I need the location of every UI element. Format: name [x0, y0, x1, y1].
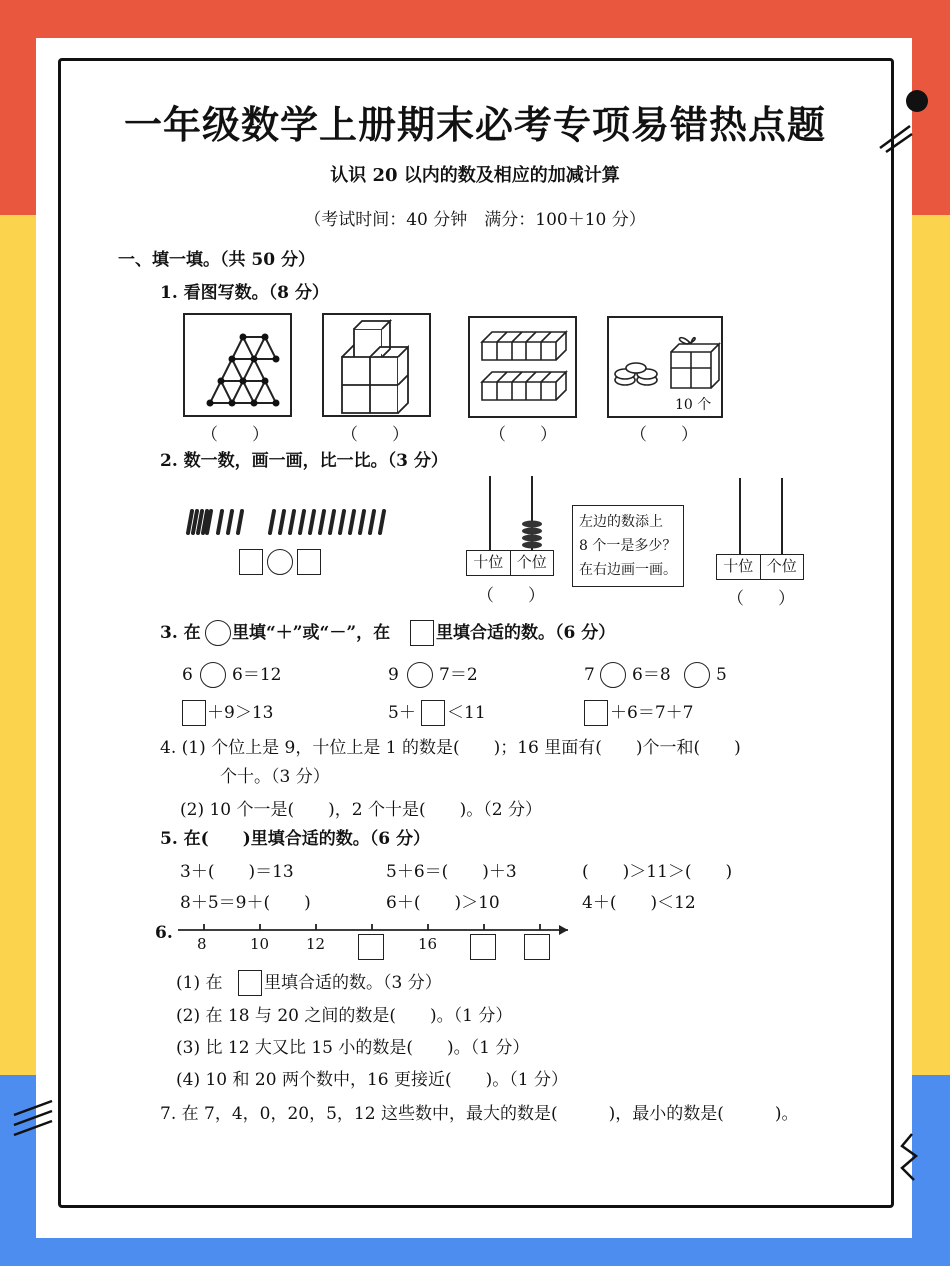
operator-circle[interactable]: [407, 662, 433, 688]
q3-r2c2-right: ＜11: [447, 703, 486, 723]
q1-gift-image: [607, 316, 723, 418]
q3-r1c1-left: 6: [182, 665, 193, 685]
tens-place-label: 十位: [717, 555, 761, 579]
wave-decoration-icon: [896, 1130, 926, 1190]
q3-label-middle: 里填“＋”或“－”，在: [232, 623, 391, 643]
q3-label-box: [410, 620, 434, 646]
q5-label: 5. 在( )里填合适的数。（6 分）: [160, 829, 430, 849]
ones-place-label: 个位: [766, 557, 797, 575]
q2-answer-blank[interactable]: （ ）: [727, 589, 795, 609]
operator-circle[interactable]: [684, 662, 710, 688]
q3-r1c3-left: 7: [584, 665, 595, 685]
q5-r2c2: 6＋( )＞10: [386, 893, 500, 913]
tick-label: 8: [197, 935, 207, 953]
tens-place-label: 十位: [467, 551, 511, 575]
q5-r1c3: ( )＞11＞( ): [582, 862, 733, 882]
q6-sub2: (2) 在 18 与 20 之间的数是( )。（1 分）: [176, 1006, 513, 1026]
operator-circle[interactable]: [200, 662, 226, 688]
q1-answer-blank[interactable]: （ ）: [341, 425, 409, 445]
q6-sub4: (4) 10 和 20 两个数中，16 更接近( )。（1 分）: [176, 1070, 568, 1090]
gift-count-label: 10 个: [675, 397, 712, 413]
q2-label: 2. 数一数，画一画，比一比。（3 分）: [160, 451, 448, 471]
abacus-rod-tens: [489, 476, 491, 550]
q6-label: 6.: [155, 923, 173, 943]
q6-sub1-box: [238, 970, 262, 996]
q5-r2c3: 4＋( )＜12: [582, 893, 696, 913]
q6-sub3: (3) 比 12 大又比 15 小的数是( )。（1 分）: [176, 1038, 530, 1058]
q6-sub1-start: (1) 在: [176, 973, 223, 993]
q4-line1: 4. (1) 个位上是 9，十位上是 1 的数是( )；16 里面有( )个一和( ): [160, 738, 741, 758]
q1-dots-triangles-image: [183, 313, 292, 417]
q1-label: 1. 看图写数。（8 分）: [160, 283, 329, 303]
page-title: 一年级数学上册期末必考专项易错热点题: [123, 103, 826, 147]
q7-text: 7. 在 7，4，0，20，5，12 这些数中，最大的数是( )，最小的数是( )。: [160, 1104, 799, 1124]
q2-instruction-note: [572, 505, 684, 587]
q3-label-circle: [205, 620, 231, 646]
q3-r1c3-middle: 6＝8: [632, 665, 671, 685]
q4-line3: (2) 10 个一是( )，2 个十是( )。（2 分）: [180, 800, 542, 820]
q5-r1c2: 5＋6＝( )＋3: [386, 862, 517, 882]
q3-r2c3: ＋6＝7＋7: [610, 703, 694, 723]
q3-r2c1: ＋9＞13: [207, 703, 274, 723]
note-line: 左边的数添上: [579, 514, 663, 530]
q2-answer-blank[interactable]: （ ）: [477, 586, 545, 606]
compare-right-box[interactable]: [297, 549, 321, 575]
note-line: 在右边画一画。: [579, 562, 677, 578]
exam-info: （考试时间：40 分钟 满分：100＋10 分）: [304, 210, 646, 230]
q1-answer-blank[interactable]: （ ）: [489, 425, 557, 445]
q3-r1c2-left: 9: [388, 665, 399, 685]
abacus-beads-image: [520, 518, 544, 552]
abacus-rod-tens: [739, 478, 741, 554]
abacus-rod-ones: [781, 478, 783, 554]
operator-circle[interactable]: [600, 662, 626, 688]
answer-box[interactable]: [182, 700, 206, 726]
number-line-box[interactable]: [524, 934, 550, 960]
number-line-box[interactable]: [358, 934, 384, 960]
q5-r2c1: 8＋5＝9＋( ): [180, 893, 311, 913]
q1-cubes-image: [322, 313, 431, 417]
q1-answer-blank[interactable]: （ ）: [630, 425, 698, 445]
page-subtitle: 认识 20 以内的数及相应的加减计算: [330, 165, 620, 186]
answer-box[interactable]: [584, 700, 608, 726]
q5-r1c1: 3＋( )＝13: [180, 862, 294, 882]
compare-symbol-circle[interactable]: [267, 549, 293, 575]
tick-label: 16: [418, 935, 438, 953]
abacus-base: [716, 554, 804, 580]
number-line-box[interactable]: [470, 934, 496, 960]
q6-sub1-end: 里填合适的数。（3 分）: [264, 973, 442, 993]
q2-sticks-image: [180, 503, 395, 539]
q3-r1c1-right: 6＝12: [232, 665, 282, 685]
tick-label: 10: [250, 935, 270, 953]
note-line: 8 个一是多少？: [579, 538, 677, 554]
abacus-base: [466, 550, 554, 576]
q3-r1c3-right: 5: [716, 665, 727, 685]
tick-label: 12: [306, 935, 326, 953]
q4-line2: 个十。（3 分）: [220, 767, 330, 787]
stripes-decoration-icon: [10, 1095, 56, 1145]
answer-box[interactable]: [421, 700, 445, 726]
ones-place-label: 个位: [516, 553, 547, 571]
q1-blocks-image: [468, 316, 577, 418]
q1-answer-blank[interactable]: （ ）: [201, 425, 269, 445]
q3-r2c2-left: 5＋: [388, 703, 416, 723]
section-heading: 一、填一填。（共 50 分）: [118, 250, 315, 270]
q3-r1c2-right: 7＝2: [439, 665, 478, 685]
compare-left-box[interactable]: [239, 549, 263, 575]
q3-label-start: 3. 在: [160, 623, 201, 643]
q3-label-end: 里填合适的数。（6 分）: [436, 623, 616, 643]
